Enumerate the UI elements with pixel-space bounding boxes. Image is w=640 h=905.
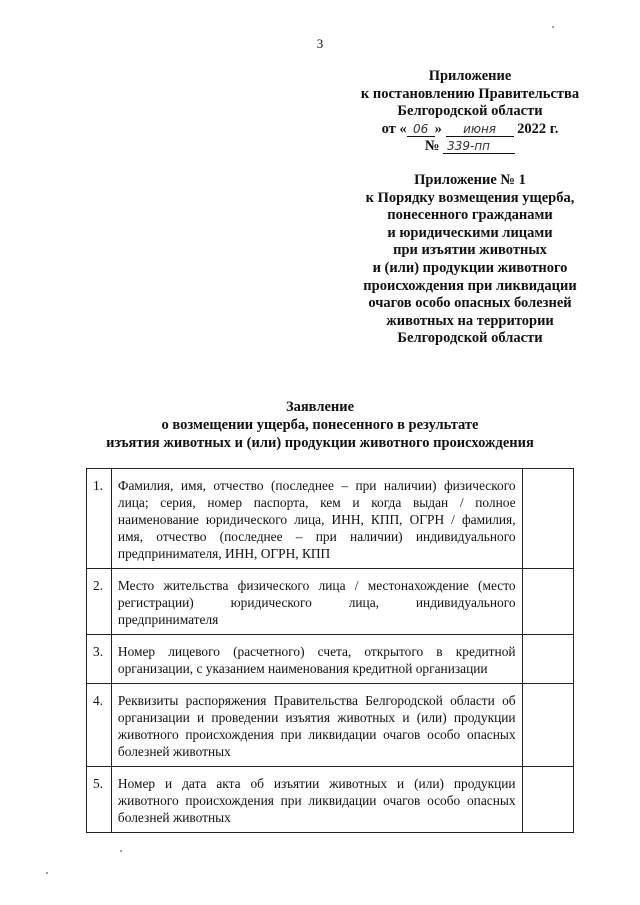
number-prefix: № <box>424 138 440 155</box>
appendix-1-line: происхождения при ликвидации <box>363 277 577 294</box>
appendix-1-line: и юридическими лицами <box>387 224 553 241</box>
row-number: 1. <box>87 469 112 569</box>
date-month-handwritten: июня <box>446 122 514 137</box>
row-value-cell[interactable] <box>522 767 573 833</box>
statement-subtitle-line: изъятия животных и (или) продукции животного происхождения <box>106 435 534 451</box>
row-value-cell[interactable] <box>522 635 573 684</box>
appendix-number-line <box>340 138 600 156</box>
appendix-1-line: понесенного гражданами <box>387 207 553 224</box>
row-number: 3. <box>87 635 112 684</box>
statement-subtitle-line: о возмещении ущерба, понесенного в результате <box>161 417 479 433</box>
appendix-1-line: и (или) продукции животного <box>372 259 568 276</box>
statement-title: Заявление <box>285 399 355 415</box>
row-label: Реквизиты распоряжения Правительства Белгородской области об организации и проведении изъятия животных и (или) продукции животного происхождения при ликвидации очагов особо опасных болезней животных <box>111 684 522 767</box>
date-mid: » <box>434 120 442 137</box>
row-label: Номер и дата акта об изъятии животных и (или) продукции животного происхождения при ликвидации очагов особо опасных болезней животных <box>111 767 522 833</box>
table-row <box>87 469 574 569</box>
number-handwritten: 339-пп <box>443 139 515 154</box>
appendix-region-line: Белгородской области <box>397 103 543 120</box>
row-number: 5. <box>87 767 112 833</box>
statement-title-block <box>60 398 580 452</box>
table-row <box>87 684 574 767</box>
page-number: 3 <box>316 36 324 51</box>
scan-speck <box>46 872 48 874</box>
scan-speck <box>552 26 554 28</box>
scan-speck <box>120 850 122 852</box>
appendix-1-line: животных на территории <box>386 312 554 329</box>
date-day-handwritten: 06 <box>407 122 435 137</box>
row-label: Номер лицевого (расчетного) счета, открытого в кредитной организации, с указанием наименования кредитной организации <box>111 635 522 684</box>
row-value-cell[interactable] <box>522 684 573 767</box>
appendix-resolution-line: к постановлению Правительства <box>360 85 580 102</box>
date-suffix: 2022 г. <box>517 120 559 137</box>
appendix-1-line: к Порядку возмещения ущерба, <box>365 189 575 206</box>
table-row <box>87 767 574 833</box>
appendix-1-line: при изъятии животных <box>393 242 547 259</box>
application-form-table <box>86 468 574 833</box>
row-value-cell[interactable] <box>522 469 573 569</box>
date-prefix: от « <box>381 120 407 137</box>
row-number: 2. <box>87 569 112 635</box>
appendix-title: Приложение <box>428 68 512 84</box>
table-row <box>87 635 574 684</box>
appendix-1-header <box>340 172 600 348</box>
row-value-cell[interactable] <box>522 569 573 635</box>
appendix-1-line: Приложение № 1 <box>414 172 526 188</box>
appendix-date-line <box>340 121 600 139</box>
row-label: Место жительства физического лица / местонахождение (место регистрации) юридического лица, индивидуального предпринимателя <box>111 569 522 635</box>
resolution-appendix-header <box>340 68 600 156</box>
appendix-1-line: Белгородской области <box>397 330 543 347</box>
row-label: Фамилия, имя, отчество (последнее – при наличии) физического лица; серия, номер паспорта, кем и когда выдан / полное наименование юридического лица, ИНН, КПП, ОГРН / фамилия, имя, отчество (последнее – при наличии) индивидуального предпринимателя, ИНН, ОГРН, КПП <box>111 469 522 569</box>
table-row <box>87 569 574 635</box>
appendix-1-line: очагов особо опасных болезней <box>368 295 572 312</box>
row-number: 4. <box>87 684 112 767</box>
